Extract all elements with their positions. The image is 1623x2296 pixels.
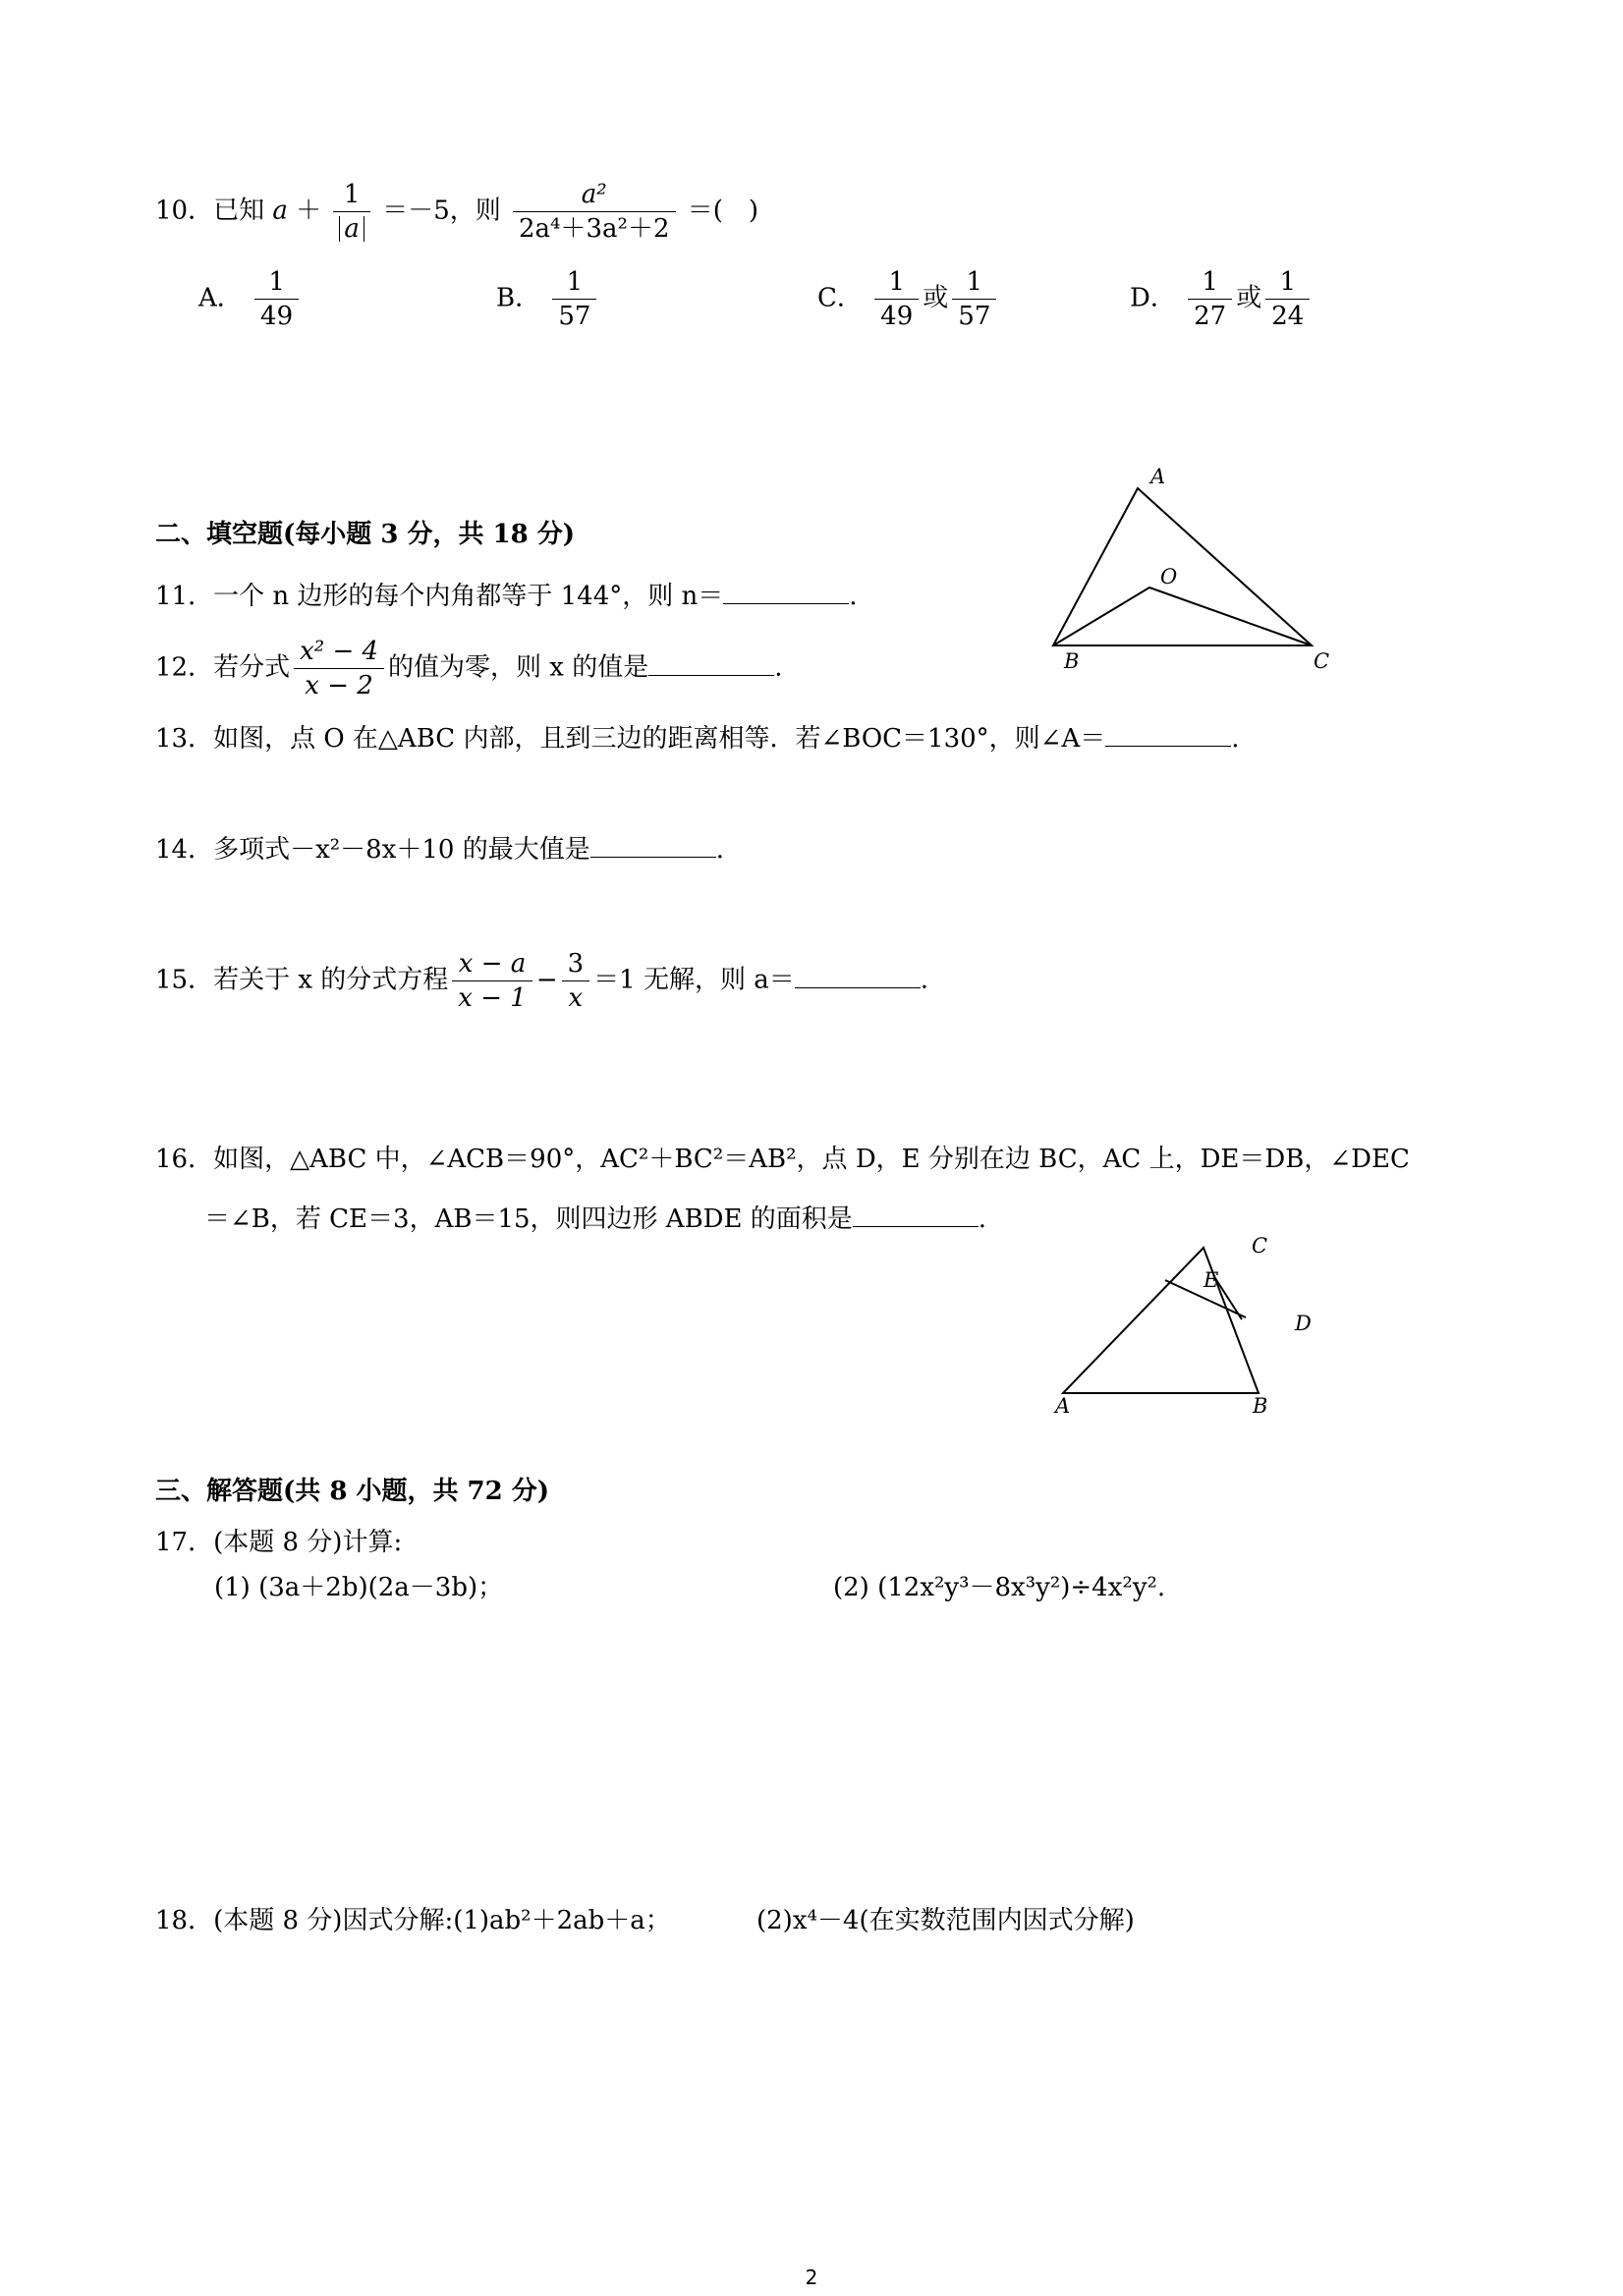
q10-label: 10．已知: [155, 196, 265, 226]
question-16-line-1: 16．如图，△ABC 中，∠ACB＝90°，AC²＋BC²＝AB²，点 D，E 分别在边 BC，AC 上，DE＝DB，∠DEC: [155, 1145, 1410, 1174]
question-18-part-2: (2)x⁴－4(在实数范围内因式分解): [756, 1906, 1135, 1935]
q10-option-c: C． $\frac{1}{49}$ 或 $\frac{1}{57}$: [817, 267, 1000, 331]
q10-option-b: B． $\frac{1}{57}$: [496, 267, 600, 331]
q10-plus: ＋: [296, 196, 322, 226]
segments-bo-co: [1053, 588, 1312, 645]
question-17-part-1: (1) (3a＋2b)(2a－3b)；: [214, 1573, 504, 1602]
label-a: A: [1055, 1394, 1071, 1418]
section-3-title: 三、解答题(共 8 小题，共 72 分): [155, 1477, 550, 1506]
q10-rhs-den: 2a⁴＋3a²＋2: [519, 214, 670, 244]
q10-rhs-num: a²: [513, 180, 675, 212]
question-17-part-2: (2) (12x²y³－8x³y²)÷4x²y².: [833, 1573, 1166, 1602]
answer-blank: [1105, 720, 1231, 747]
q10-end: ＝( ): [687, 196, 759, 226]
q10-option-d: D． $\frac{1}{27}$ 或 $\frac{1}{24}$: [1130, 267, 1314, 331]
q10-frac-num: 1: [333, 180, 370, 212]
answer-blank: [590, 831, 716, 858]
label-b: B: [1064, 649, 1080, 673]
answer-blank: [795, 962, 921, 988]
page-number: 2: [805, 2266, 818, 2289]
question-12: 12．若分式 $\frac{\text{x² − 4}}{x - 2}$ 的值为零，则 x 的值是 .: [155, 637, 783, 700]
question-17-head: 17．(本题 8 分)计算:: [155, 1528, 403, 1557]
label-a: A: [1150, 465, 1166, 488]
q10-tail: ＝－5，则: [382, 196, 501, 226]
question-11: 11．一个 n 边形的每个内角都等于 144°，则 n＝ .: [155, 578, 858, 613]
q15-fraction-2: $\frac{3}{x}$: [562, 949, 590, 1013]
answer-blank: [853, 1201, 979, 1227]
q15-fraction-1: $\frac{x - a}{x - 1}$: [452, 949, 532, 1013]
question-16-line-2: ＝∠B，若 CE＝3，AB＝15，则四边形 ABDE 的面积是 .: [204, 1201, 986, 1236]
q12-fraction: $\frac{\text{x² − 4}}{x - 2}$: [294, 637, 384, 700]
figure-triangle-incenter: [1056, 462, 1330, 678]
question-10: [155, 180, 758, 244]
q10-reciprocal-fraction: [333, 180, 370, 244]
question-15: 15．若关于 x 的分式方程 $\frac{x - a}{x - 1}$ − $\frac{3}{x}$ ＝1 无解，则 a＝ .: [155, 949, 928, 1013]
question-13: 13．如图，点 O 在△ABC 内部，且到三边的距离相等．若∠BOC＝130°，则∠A＝ .: [155, 720, 1239, 756]
label-b: B: [1253, 1394, 1268, 1418]
answer-blank: [648, 649, 774, 676]
section-2-title: 二、填空题(每小题 3 分，共 18 分): [155, 520, 576, 549]
q10-var-a: a: [272, 196, 288, 226]
figure-right-triangle: [1041, 1233, 1336, 1420]
label-c: C: [1252, 1234, 1268, 1258]
question-18-part-1: 18．(本题 8 分)因式分解:(1)ab²＋2ab＋a；: [155, 1906, 671, 1935]
label-c: C: [1314, 649, 1330, 673]
triangle-abc: [1063, 1248, 1259, 1393]
q10-abs-a: a: [339, 216, 364, 242]
question-14: 14．多项式－x²－8x＋10 的最大值是 .: [155, 831, 724, 867]
label-d: D: [1295, 1312, 1312, 1335]
q10-option-a: A． $\frac{1}{49}$: [198, 267, 303, 331]
label-o: O: [1160, 565, 1178, 588]
q10-rhs-fraction: [513, 180, 675, 244]
label-e: E: [1203, 1268, 1219, 1292]
answer-blank: [723, 578, 849, 604]
